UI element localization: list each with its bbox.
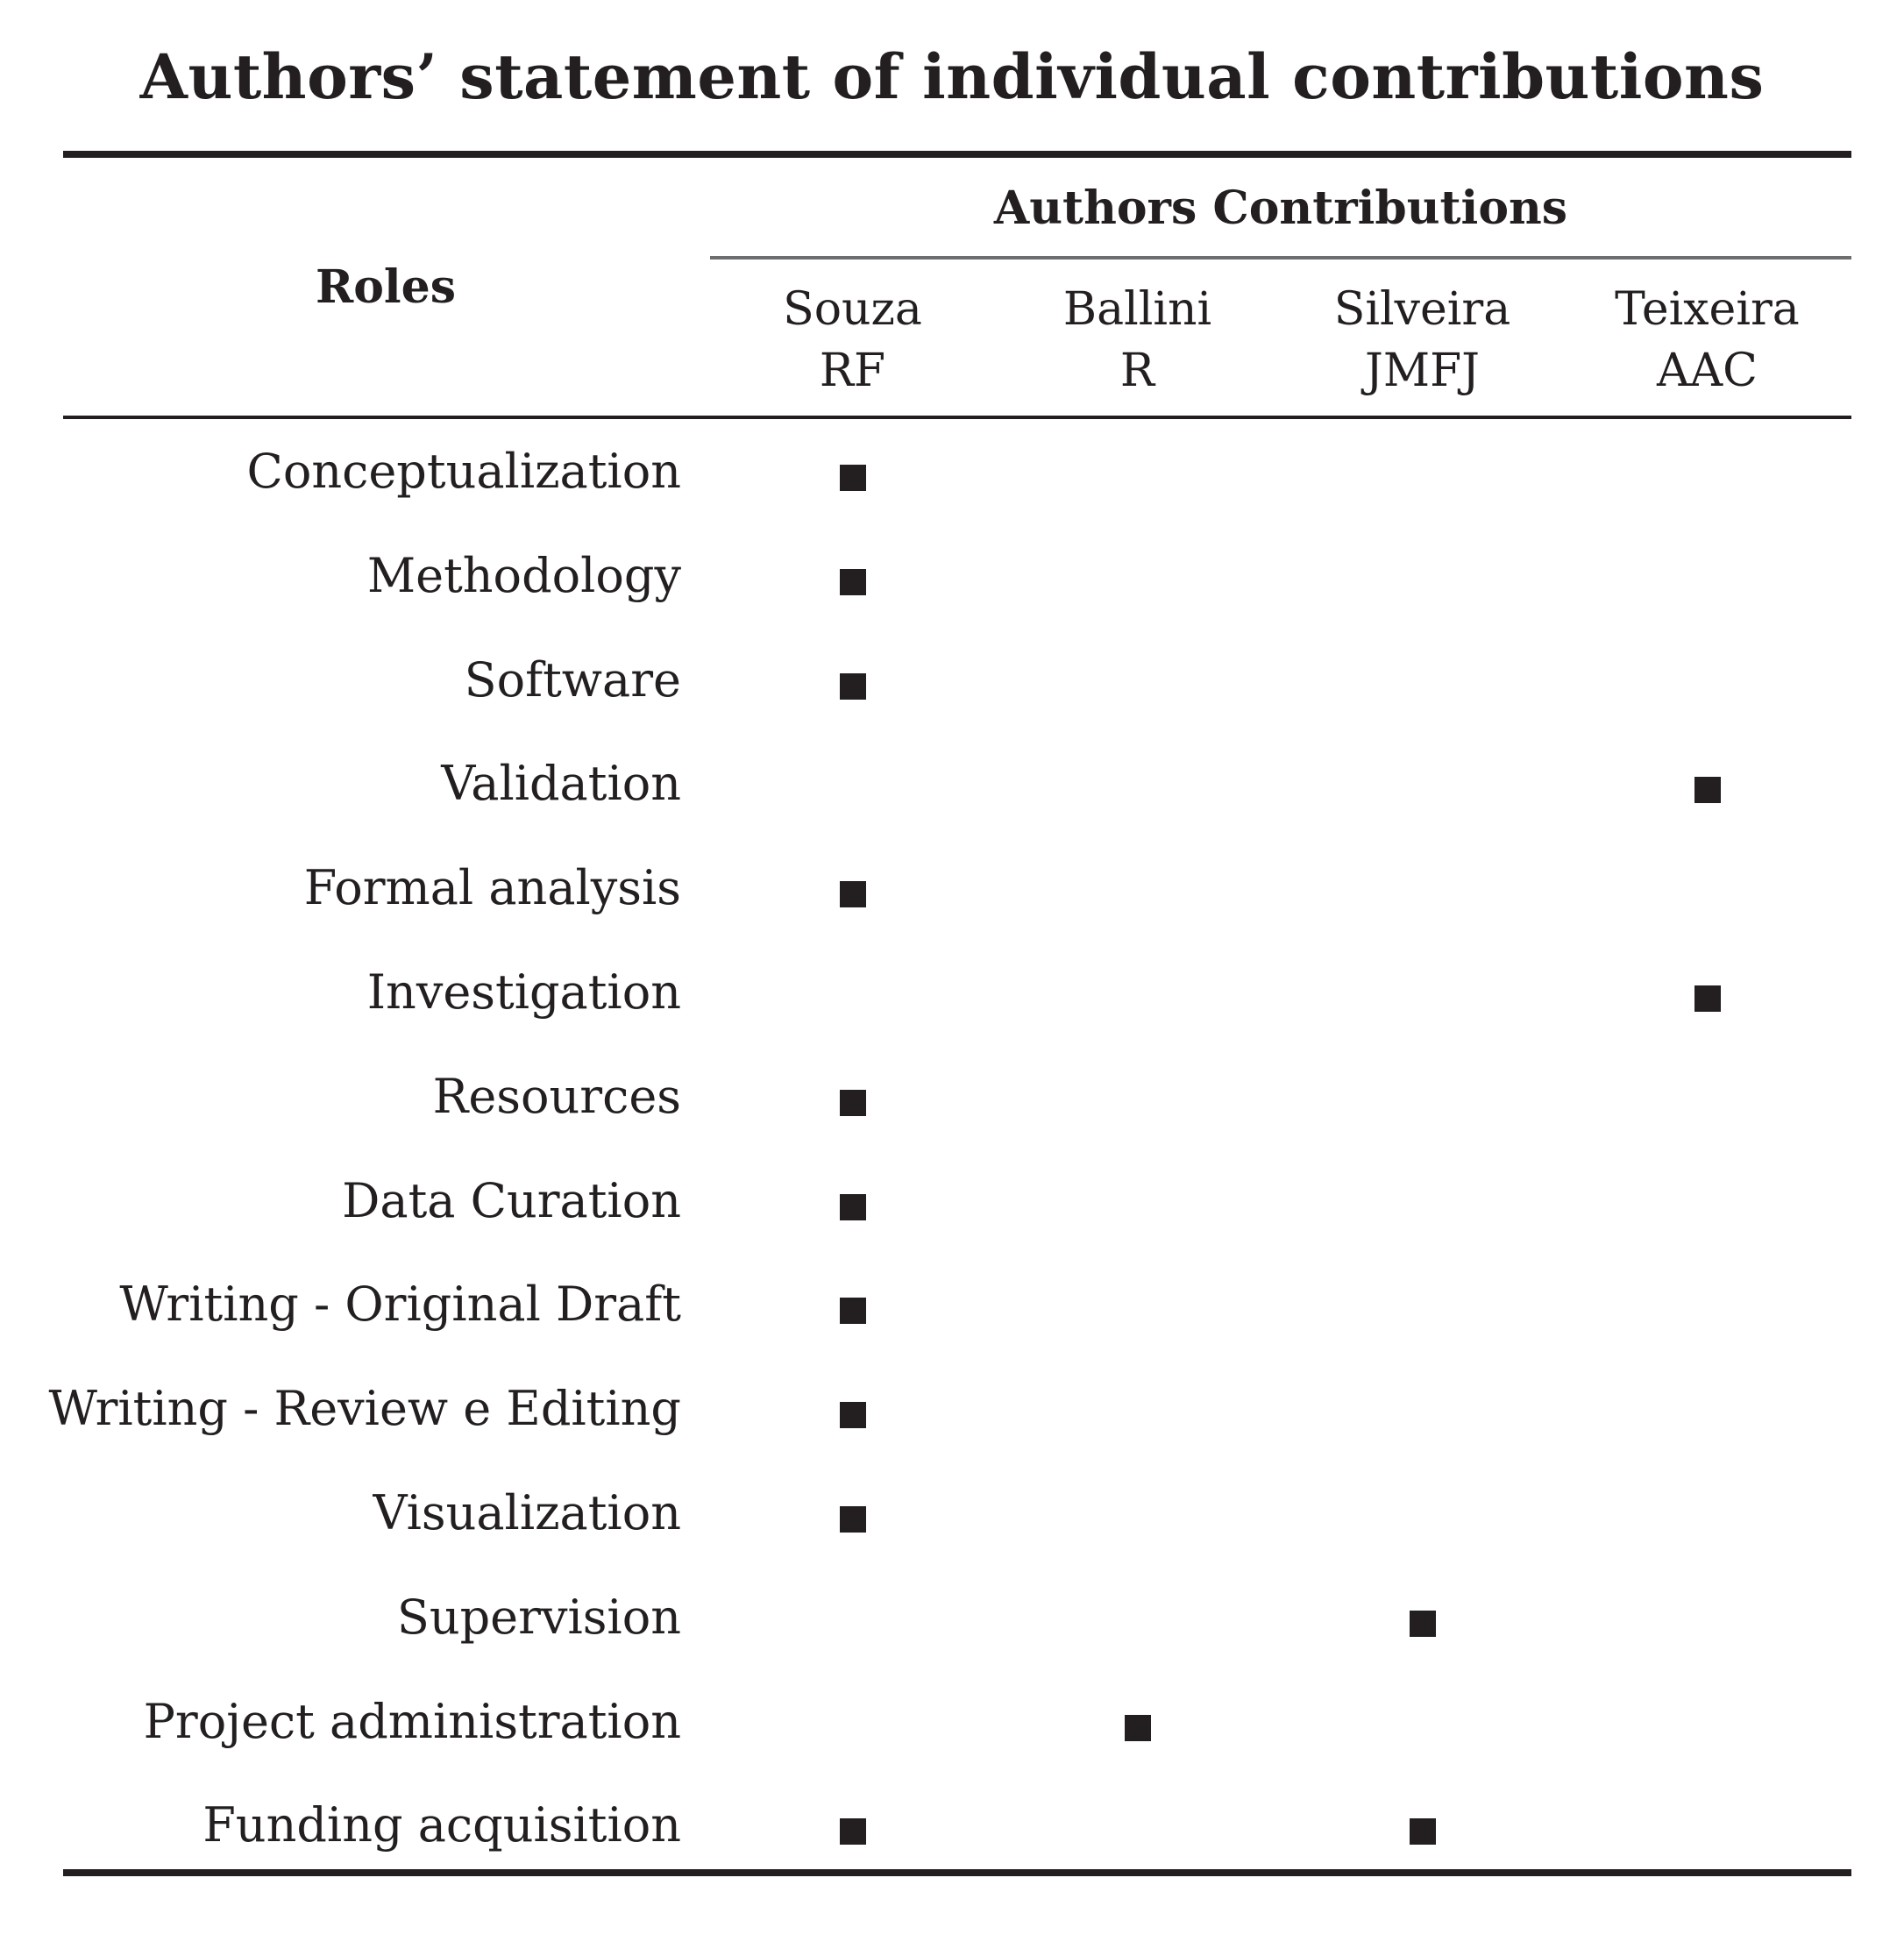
table-row [0,1474,1904,1578]
contribution-cell [710,1474,995,1553]
contribution-cell [995,1474,1280,1553]
role-label: Investigation [366,964,681,1020]
contribution-cell [710,849,995,928]
page-title: Authors’ statement of individual contributions [139,40,1765,113]
role-label: Project administration [143,1693,681,1749]
authors-group-rule [710,256,1851,260]
contribution-mark-icon [1410,1818,1436,1845]
table-row [0,432,1904,537]
header-bottom-rule [63,416,1851,419]
contribution-cell [710,432,995,511]
contribution-mark-icon [840,1402,866,1428]
contribution-cell [995,1265,1280,1344]
author-header-souza [710,279,995,402]
contribution-cell [995,1057,1280,1136]
table-row [0,537,1904,641]
contribution-mark-icon [840,465,866,491]
role-label: Data Curation [342,1172,681,1228]
table-row [0,849,1904,953]
contribution-cell [710,744,995,823]
table-row [0,1369,1904,1474]
contribution-cell [1280,1369,1565,1448]
contribution-cell [1565,1265,1850,1344]
contribution-mark-icon [840,673,866,700]
table-row [0,953,1904,1057]
author-header-silveira [1280,279,1565,402]
contribution-cell [710,1578,995,1657]
contribution-cell [995,1369,1280,1448]
role-label: Supervision [396,1589,681,1645]
contribution-cell [995,432,1280,511]
contribution-cell [1280,641,1565,720]
role-label: Software [464,651,681,708]
role-label: Funding acquisition [202,1797,681,1853]
contribution-cell [1280,1265,1565,1344]
contribution-cell [1280,1578,1565,1657]
contribution-cell [1280,1162,1565,1241]
contribution-cell [1565,744,1850,823]
contribution-cell [1565,1162,1850,1241]
contribution-cell [1565,432,1850,511]
contribution-cell [995,1162,1280,1241]
contribution-cell [995,537,1280,615]
contribution-cell [1565,1682,1850,1761]
contribution-cell [1565,537,1850,615]
contribution-cell [1565,953,1850,1032]
contribution-mark-icon [840,569,866,595]
contribution-cell [1280,1682,1565,1761]
table-row [0,744,1904,849]
author-surname: Ballini [1062,283,1212,336]
contribution-cell [1280,1786,1565,1865]
roles-column-header: Roles [315,260,456,314]
contribution-cell [1280,432,1565,511]
contribution-mark-icon [1694,777,1721,803]
role-label: Resources [432,1068,681,1124]
contribution-cell [1280,537,1565,615]
author-initials: AAC [1657,345,1758,397]
contribution-mark-icon [840,1090,866,1116]
contribution-cell [710,1369,995,1448]
author-surname: Souza [783,283,922,336]
role-label: Writing - Original Draft [119,1277,681,1333]
role-label: Methodology [366,547,681,603]
contribution-cell [1565,1369,1850,1448]
contribution-cell [710,537,995,615]
author-initials: RF [819,345,886,397]
author-surname: Silveira [1333,283,1511,336]
contribution-cell [1280,849,1565,928]
contribution-cell [710,1265,995,1344]
contribution-mark-icon [1410,1611,1436,1637]
contribution-cell [710,1682,995,1761]
contribution-cell [1565,1786,1850,1865]
contribution-cell [710,953,995,1032]
author-initials: R [1119,345,1155,397]
contribution-mark-icon [840,1818,866,1845]
contribution-mark-icon [1694,985,1721,1012]
author-header-teixeira [1565,279,1850,402]
role-label: Visualization [373,1485,681,1540]
author-initials: JMFJ [1364,345,1480,397]
contribution-cell [995,744,1280,823]
contribution-cell [1280,1474,1565,1553]
contribution-cell [995,953,1280,1032]
contribution-cell [710,641,995,720]
contribution-cell [1565,641,1850,720]
contribution-cell [1565,1578,1850,1657]
contribution-mark-icon [840,881,866,907]
table-bottom-rule [63,1869,1851,1876]
contribution-mark-icon [1125,1715,1151,1741]
contribution-cell [710,1786,995,1865]
contribution-cell [995,849,1280,928]
table-row [0,1265,1904,1369]
contribution-cell [1565,1057,1850,1136]
role-label: Formal analysis [303,860,681,916]
contribution-cell [995,1682,1280,1761]
contribution-cell [1565,1474,1850,1553]
contribution-cell [1280,744,1565,823]
author-surname: Teixeira [1615,283,1800,336]
contribution-mark-icon [840,1298,866,1324]
table-row [0,1682,1904,1787]
contribution-cell [995,1578,1280,1657]
table-row [0,1578,1904,1682]
author-header-ballini [995,279,1280,402]
contribution-cell [710,1057,995,1136]
contribution-cell [1280,953,1565,1032]
contribution-cell [710,1162,995,1241]
contribution-cell [995,641,1280,720]
authors-contributions-header: Authors Contributions [993,181,1568,235]
role-label: Validation [441,756,681,812]
role-label: Conceptualization [246,444,681,499]
contribution-mark-icon [840,1506,866,1533]
table-row [0,1162,1904,1266]
contribution-cell [1565,849,1850,928]
contribution-mark-icon [840,1194,866,1220]
contribution-cell [995,1786,1280,1865]
contribution-cell [1280,1057,1565,1136]
role-label: Writing - Review e Editing [48,1381,681,1437]
table-row [0,1057,1904,1162]
table-top-rule [63,151,1851,158]
table-row [0,641,1904,745]
